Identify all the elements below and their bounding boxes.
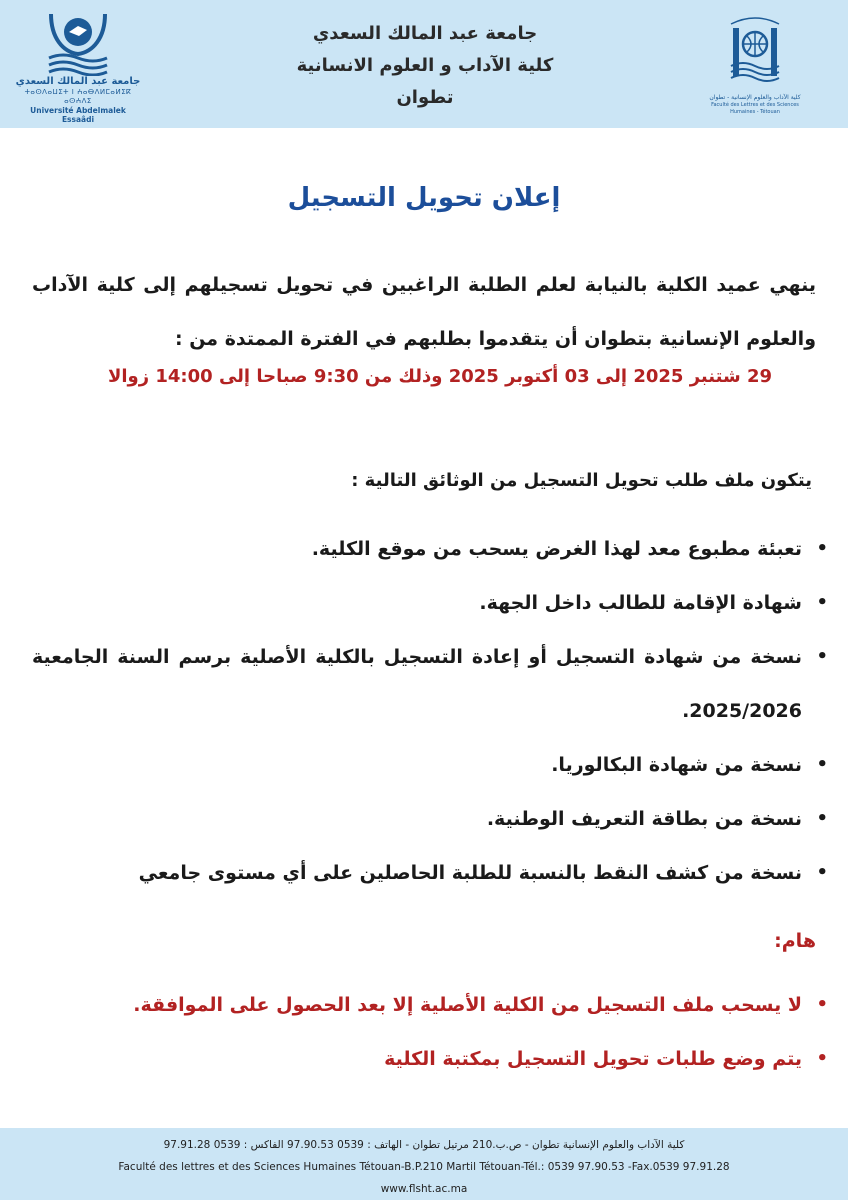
- note-item-text: يتم وضع طلبات تحويل التسجيل بمكتبة الكلية: [384, 1048, 802, 1070]
- bullet-icon: •: [816, 994, 828, 1015]
- list-item: [32, 738, 828, 792]
- header-faculty: كلية الآداب و العلوم الانسانية: [296, 55, 554, 76]
- document-item-text: نسخة من بطاقة التعريف الوطنية.: [486, 808, 802, 830]
- bullet-icon: •: [816, 1048, 828, 1069]
- faculty-logo-arabic: كلية الآداب والعلوم الإنسانية - تطوان: [709, 94, 801, 101]
- list-item: [32, 522, 828, 576]
- important-label: هام:: [774, 930, 816, 952]
- footer-french-contact: Faculté des lettres et des Sciences Humaines Tétouan-B.P.210 Martil Tétouan-Tél.: 0539 97.90.53 -Fax.0539 97.91.28: [118, 1161, 730, 1173]
- faculty-logo-french: Faculté des Lettres et des Sciences Humaines - Tétouan: [711, 102, 799, 115]
- faculty-logo: [700, 10, 810, 122]
- faculty-emblem-icon: [723, 10, 787, 94]
- announcement-title: إعلان تحويل التسجيل: [287, 183, 561, 213]
- list-item: [32, 846, 828, 900]
- header-university: جامعة عبد المالك السعدي: [312, 23, 538, 44]
- bullet-icon: •: [816, 808, 828, 829]
- important-notes-list: [32, 978, 830, 1086]
- university-logo: [14, 8, 142, 124]
- footer-arabic-contact: كلية الآداب والعلوم الإنسانية تطوان - ص.ب.210 مرتيل تطوان - الهاتف : 0539 97.90.53 الفاكس : 0539 97.91.28: [163, 1139, 685, 1151]
- application-period: 29 شتنبر 2025 إلى 03 أكتوبر 2025 وذلك من 9:30 صباحا إلى 14:00 زوالا: [107, 366, 772, 387]
- document-item-text: تعبئة مطبوع معد لهذا الغرض يسحب من موقع الكلية.: [311, 538, 802, 560]
- logo-french-name: Université Abdelmalek Essaâdi: [30, 106, 126, 124]
- bullet-icon: •: [816, 646, 828, 667]
- header-city: تطوان: [396, 87, 454, 108]
- list-item: [32, 978, 828, 1032]
- document-item-text: نسخة من شهادة التسجيل أو إعادة التسجيل بالكلية الأصلية برسم السنة الجامعية 2025/2026.: [32, 646, 802, 722]
- bullet-icon: •: [816, 538, 828, 559]
- announcement-intro: ينهي عميد الكلية بالنيابة لعلم الطلبة الراغبين في تحويل تسجيلهم إلى كلية الآداب والعلوم الإنسانية بتطوان أن يتقدموا بطلبهم في الفترة الممتدة من :: [32, 274, 816, 350]
- documents-intro: يتكون ملف طلب تحويل التسجيل من الوثائق التالية :: [351, 470, 812, 491]
- note-item-text: لا يسحب ملف التسجيل من الكلية الأصلية إلا بعد الحصول على الموافقة.: [133, 994, 802, 1016]
- bullet-icon: •: [816, 754, 828, 775]
- list-item: [32, 576, 828, 630]
- page-footer: [0, 1128, 848, 1200]
- bullet-icon: •: [816, 862, 828, 883]
- bullet-icon: •: [816, 592, 828, 613]
- document-item-text: نسخة من شهادة البكالوريا.: [551, 754, 802, 776]
- list-item: [32, 630, 828, 738]
- footer-website-link[interactable]: www.flsht.ac.ma: [380, 1183, 468, 1195]
- document-item-text: شهادة الإقامة للطالب داخل الجهة.: [479, 592, 802, 614]
- list-item: [32, 792, 828, 846]
- page-header: [0, 0, 848, 128]
- list-item: [32, 1032, 828, 1086]
- institution-heading: [240, 18, 610, 114]
- university-emblem-icon: [41, 8, 115, 76]
- logo-tifinagh-name: ⵜⴰⵙⴷⴰⵡⵉⵜ ⵏ ⵄⴰⴱⴷⵍⵎⴰⵍⵉⴽ ⴰⵙⵄⴷⵉ: [24, 88, 132, 105]
- documents-list: [32, 522, 830, 900]
- logo-arabic-name: جامعة عبد المالك السعدي: [15, 76, 141, 87]
- document-item-text: نسخة من كشف النقط بالنسبة للطلبة الحاصلين على أي مستوى جامعي: [138, 862, 802, 884]
